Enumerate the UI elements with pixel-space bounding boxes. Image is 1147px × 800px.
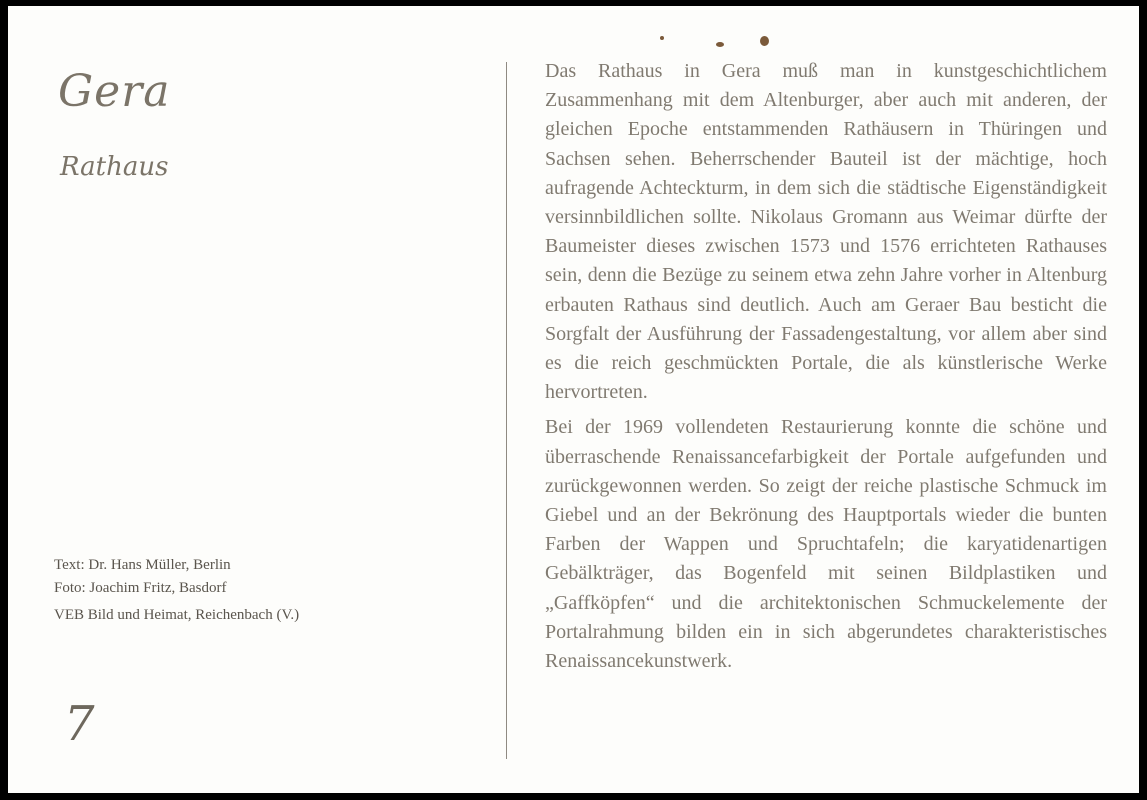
page-number: 7 (64, 696, 95, 752)
credits-block (54, 554, 299, 627)
card-subtitle: Rathaus (60, 152, 169, 182)
description-paragraph: Bei der 1969 vollendeten Restaurierung konnte die schöne und überraschende Renaissancefarbigkeit der Portale aufgefunden und zurückgewonnen werden. So zeigt der reiche plastische Schmuck im Giebel und an der Bekrönung des Hauptportals wieder die bunten Farben der Wappen und Spruchtafeln; die karyatidenartigen Gebälkträger, das Bogenfeld mit seinen Bildplastiken und „Gaffköpfen“ und die architektonischen Schmuckelemente der Portalrahmung bilden ein in sich abgerundetes charakteristisches Renaissancekunstwerk. (545, 416, 1107, 673)
card-title: Gera (58, 66, 171, 117)
column-divider (506, 62, 507, 759)
ink-speck (716, 42, 724, 47)
description-paragraph: Das Rathaus in Gera muß man in kunstgeschichtlichem Zusammenhang mit dem Altenburger, aber auch mit anderen, der gleichen Epoche entstammenden Rathäusern in Thüringen und Sachsen sehen. Beherrschender Bauteil ist der mächtige, hoch aufragende Achteckturm, in dem sich die städtische Eigenständigkeit versinnbildlichen sollte. Nikolaus Gromann aus Weimar dürfte der Baumeister dieses zwischen 1573 und 1576 errichteten Rathauses sein, denn die Bezüge zu seinem etwa zehn Jahre vorher in Altenburg erbauten Rathaus sind deutlich. Auch am Geraer Bau besticht die Sorgfalt der Ausführung der Fassadengestaltung, vor allem aber sind es die reich geschmückten Portale, die als künstlerische Werke hervortreten. (545, 60, 1107, 404)
photo-credit: Foto: Joachim Fritz, Basdorf (54, 580, 227, 596)
text-credit: Text: Dr. Hans Müller, Berlin (54, 557, 231, 573)
publisher-credit: VEB Bild und Heimat, Reichenbach (V.) (54, 607, 300, 623)
ink-speck (660, 36, 664, 40)
ink-speck (760, 36, 769, 46)
description-text (545, 57, 1107, 676)
postcard-back (8, 6, 1139, 793)
